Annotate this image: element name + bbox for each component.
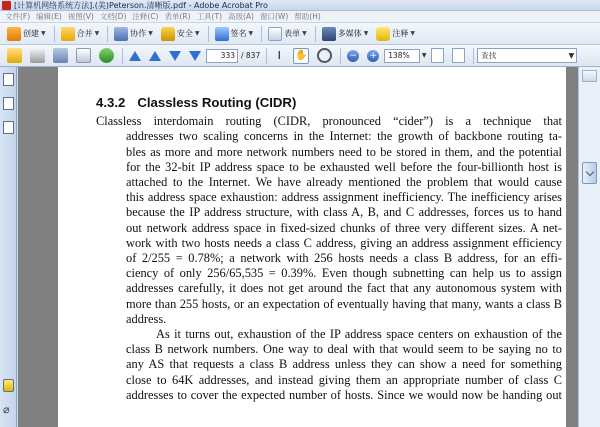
text-line: this address space exhaustion: address assignment inefficiency. The inefficiency arises (126, 190, 562, 205)
find-input[interactable] (477, 48, 577, 63)
merge-button[interactable] (58, 25, 103, 43)
fit-width-button[interactable] (449, 47, 468, 65)
acrobat-app-icon (2, 1, 11, 10)
menu-comments[interactable]: 注释(C) (132, 12, 159, 21)
print-button[interactable] (27, 47, 48, 65)
magnifier-icon (317, 48, 332, 63)
chevron-down-icon: ▼ (302, 30, 307, 37)
toolbar-divider (340, 48, 341, 64)
vertical-scrollbar[interactable] (578, 67, 600, 427)
signatures-panel-icon[interactable] (3, 121, 14, 134)
text-line: As it turns out, exhaustion of the IP address space centers on exhaustion of the (156, 327, 562, 342)
merge-icon (61, 27, 75, 41)
zoom-out-icon: − (347, 50, 359, 62)
save-button[interactable] (50, 47, 71, 65)
form-icon (268, 27, 282, 41)
text-line: work with two hosts needs a class C address, giving an address assignment efficiency (126, 235, 562, 250)
toolbar-divider (261, 26, 262, 42)
paperclip-icon[interactable]: ⌀ (3, 403, 10, 416)
menu-edit[interactable]: 编辑(E) (36, 12, 62, 21)
text-line: out network address space in fixed-sized chunks of three very different sizes. A net- (126, 220, 562, 235)
open-button[interactable] (4, 47, 25, 65)
text-line: close to 64K addresses, and instead giving them an appropriate number of class C (126, 372, 562, 387)
text-line: because the IP address structure, with class A, B, and C addresses, forces us to hand (126, 205, 562, 220)
text-line: attached to the Internet. We have already mentioned the problem that would cause (126, 175, 562, 190)
section-title: Classless Routing (CIDR) (137, 95, 297, 110)
tasks-toolbar (0, 23, 600, 45)
create-label: 创建 (23, 29, 39, 38)
zoom-level-input[interactable]: 138% (384, 49, 420, 63)
text-line: more than 255 hosts, or an expectation of eventually having that many, wants a class B (126, 296, 562, 311)
menu-help[interactable]: 帮助(H) (294, 12, 321, 21)
text-line: addresses to cover the expected number of hosts. Since we would now be handing out (126, 387, 562, 402)
envelope-icon (76, 48, 91, 63)
comment-bubble-icon (376, 27, 390, 41)
sign-button[interactable] (212, 25, 257, 43)
multimedia-button[interactable] (319, 25, 372, 43)
section-number: 4.3.2 (96, 95, 126, 110)
bookmarks-panel-icon[interactable] (3, 97, 14, 110)
zoom-in-button[interactable] (364, 47, 382, 65)
hand-tool-button[interactable] (290, 47, 312, 65)
pdf-page (58, 67, 566, 427)
folder-open-icon (7, 48, 22, 63)
chevron-down-icon: ▼ (421, 51, 427, 59)
page-number-input[interactable]: 333 (206, 49, 238, 63)
title-bar (0, 0, 600, 11)
text-line: addresses two scaling concerns in the Internet: the growth of backbone routing ta- (126, 129, 562, 144)
document-viewport[interactable] (18, 67, 578, 427)
scrollbar-thumb[interactable] (582, 162, 597, 184)
page-content (96, 95, 562, 403)
sign-pen-icon (215, 27, 229, 41)
text-line: addresses carefully, it does not get around the fact that any autonomous system with (126, 281, 562, 296)
chevron-down-icon[interactable]: ▼ (568, 51, 575, 60)
text-line: for the 32-bit IP address space to be exhausted well before the four-billionth host is (126, 159, 562, 174)
film-icon (322, 27, 336, 41)
toolbar-divider (54, 26, 55, 42)
toolbar-divider (107, 26, 108, 42)
chevron-down-icon: ▼ (148, 30, 153, 37)
organizer-button[interactable] (96, 47, 117, 65)
menu-advanced[interactable]: 高级(A) (228, 12, 254, 21)
multimedia-label: 多媒体 (337, 29, 362, 38)
collaborate-icon (114, 27, 128, 41)
fit-page-icon (431, 48, 444, 63)
arrow-up-icon (149, 51, 161, 61)
find-placeholder: 查找 (481, 51, 497, 60)
toolbar-divider (266, 48, 267, 64)
text-line: bles as more and more network numbers need to be stored in them, and the potential (126, 144, 562, 159)
chevron-down-icon: ▼ (363, 30, 369, 37)
lock-icon (161, 27, 175, 41)
collaborate-label: 协作 (130, 29, 147, 38)
select-tool-button[interactable] (270, 47, 288, 65)
menu-window[interactable]: 窗口(W) (259, 12, 289, 21)
navigation-toolbar (0, 45, 600, 67)
menu-forms[interactable]: 表单(R) (164, 12, 191, 21)
chevron-down-icon: ▼ (410, 30, 415, 37)
toolbar-divider (208, 26, 209, 42)
comment-button[interactable] (373, 25, 418, 43)
last-page-icon (189, 51, 201, 61)
pages-panel-icon[interactable] (3, 73, 14, 86)
chevron-down-icon: ▼ (194, 30, 200, 37)
text-line: address. (126, 311, 167, 326)
menu-tools[interactable]: 工具(T) (196, 12, 222, 21)
text-cursor-icon: I (277, 48, 281, 62)
menu-document[interactable]: 文档(D) (99, 12, 127, 21)
text-line: any AS that requests a class B address unless they can show a need for something (126, 357, 562, 372)
secure-button[interactable] (158, 25, 203, 43)
printer-icon (30, 48, 45, 63)
organizer-icon (99, 48, 114, 63)
text-line: of 2/255 = 0.78%; a network with 256 hosts needs a class B address, for an effi- (126, 251, 562, 266)
paragraph-1 (96, 114, 562, 327)
window-title: [计算机网络系统方法].(美)Peterson.清晰版.pdf - Adobe Acrobat Pro (14, 1, 268, 10)
toolbar-divider (315, 26, 316, 42)
last-page-button[interactable] (186, 47, 204, 65)
chevron-down-icon: ▼ (94, 30, 100, 37)
menu-file[interactable]: 文件(F) (5, 12, 31, 21)
comment-label: 注释 (392, 29, 409, 38)
paragraph-2 (96, 327, 562, 403)
sign-label: 签名 (230, 29, 247, 38)
secure-label: 安全 (176, 29, 193, 38)
zoom-in-icon: + (367, 50, 379, 62)
arrow-down-icon (169, 51, 181, 61)
fit-page-button[interactable] (428, 47, 447, 65)
save-icon (53, 48, 68, 63)
navigation-panel (0, 67, 17, 427)
section-heading (96, 95, 562, 110)
menu-view[interactable]: 视图(V) (67, 12, 94, 21)
zoom-out-button[interactable] (344, 47, 362, 65)
chevron-down-icon: ▼ (248, 30, 254, 37)
previous-page-button[interactable] (146, 47, 164, 65)
marquee-zoom-button[interactable] (314, 47, 335, 65)
forms-button[interactable] (265, 25, 310, 43)
text-line: Classless interdomain routing (CIDR, pronounced “cider”) is a technique that (96, 114, 562, 129)
first-page-button[interactable] (126, 47, 144, 65)
next-page-button[interactable] (166, 47, 184, 65)
scroll-up-button[interactable] (582, 70, 597, 82)
toolbar-divider (122, 48, 123, 64)
create-pdf-icon (7, 27, 21, 41)
fit-width-icon (452, 48, 465, 63)
page-count: / 837 (241, 51, 261, 60)
chevron-down-icon: ▼ (41, 30, 46, 37)
hand-icon: ✋ (293, 48, 309, 64)
merge-label: 合并 (76, 29, 93, 38)
forms-label: 表单 (284, 29, 301, 38)
comments-panel-icon[interactable] (3, 379, 14, 392)
first-page-icon (129, 51, 141, 61)
collaborate-button[interactable] (111, 25, 156, 43)
create-button[interactable] (4, 25, 49, 43)
menu-bar (0, 11, 600, 23)
text-line: class B network numbers. One way to deal with that would seem to be saying no to (126, 342, 562, 357)
zoom-dropdown[interactable] (420, 49, 428, 63)
toolbar-divider (473, 48, 474, 64)
text-line: ciency of only 256/65,535 = 0.39%. Even though subnetting can help us to assign (126, 266, 562, 281)
email-button[interactable] (73, 47, 94, 65)
